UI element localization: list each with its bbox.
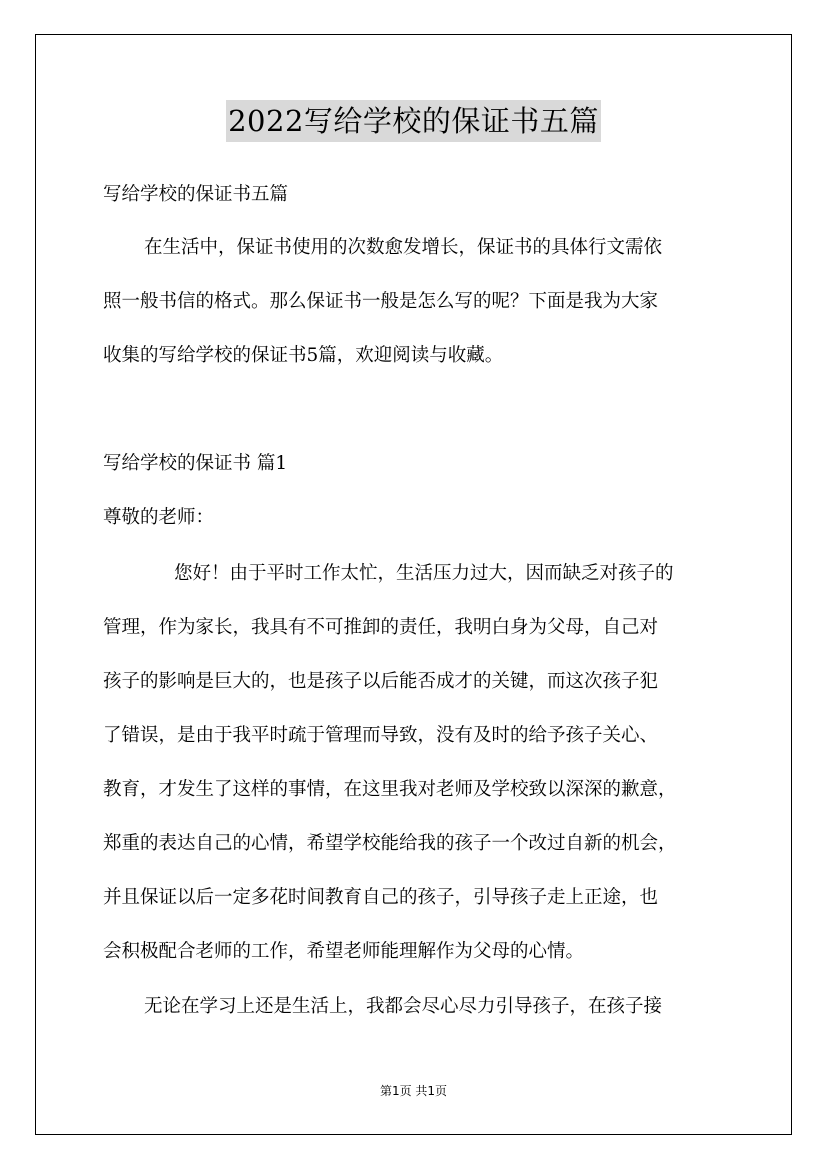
body-text: 会积极配合老师的工作，希望老师能理解作为父母的心情。 xyxy=(103,941,585,962)
intro-text: 收集的写给学校的保证书5篇，欢迎阅读与收藏。 xyxy=(103,345,504,366)
section-heading: 写给学校的保证书 篇1 xyxy=(103,453,288,474)
body-text: 管理，作为家长，我具有不可推卸的责任，我明白身为父母，自己对 xyxy=(103,617,659,638)
document-subtitle: 写给学校的保证书五篇 xyxy=(103,184,289,205)
body-text: 并且保证以后一定多花时间教育自己的孩子，引导孩子走上正途，也 xyxy=(103,887,659,908)
intro-text: 照一般书信的格式。那么保证书一般是怎么写的呢？下面是我为大家 xyxy=(103,291,659,312)
salutation: 尊敬的老师： xyxy=(103,507,215,528)
body-text: 无论在学习上还是生活上，我都会尽心尽力引导孩子，在孩子接 xyxy=(144,996,663,1017)
body-text: 孩子的影响是巨大的，也是孩子以后能否成才的关键，而这次孩子犯 xyxy=(103,671,659,692)
page-footer xyxy=(0,1083,827,1099)
body-text: 了错误，是由于我平时疏于管理而导致，没有及时的给予孩子关心、 xyxy=(103,725,659,746)
page-number: 第1页 共1页 xyxy=(379,1084,448,1098)
intro-text: 在生活中，保证书使用的次数愈发增长，保证书的具体行文需依 xyxy=(144,237,663,258)
document-title: 2022写给学校的保证书五篇 xyxy=(226,100,601,142)
body-text: 教育，才发生了这样的事情，在这里我对老师及学校致以深深的歉意， xyxy=(103,779,677,800)
document-title-wrap xyxy=(0,100,827,147)
body-text: 您好！由于平时工作太忙，生活压力过大，因而缺乏对孩子的 xyxy=(174,563,674,584)
body-text: 郑重的表达自己的心情，希望学校能给我的孩子一个改过自新的机会， xyxy=(103,833,677,854)
